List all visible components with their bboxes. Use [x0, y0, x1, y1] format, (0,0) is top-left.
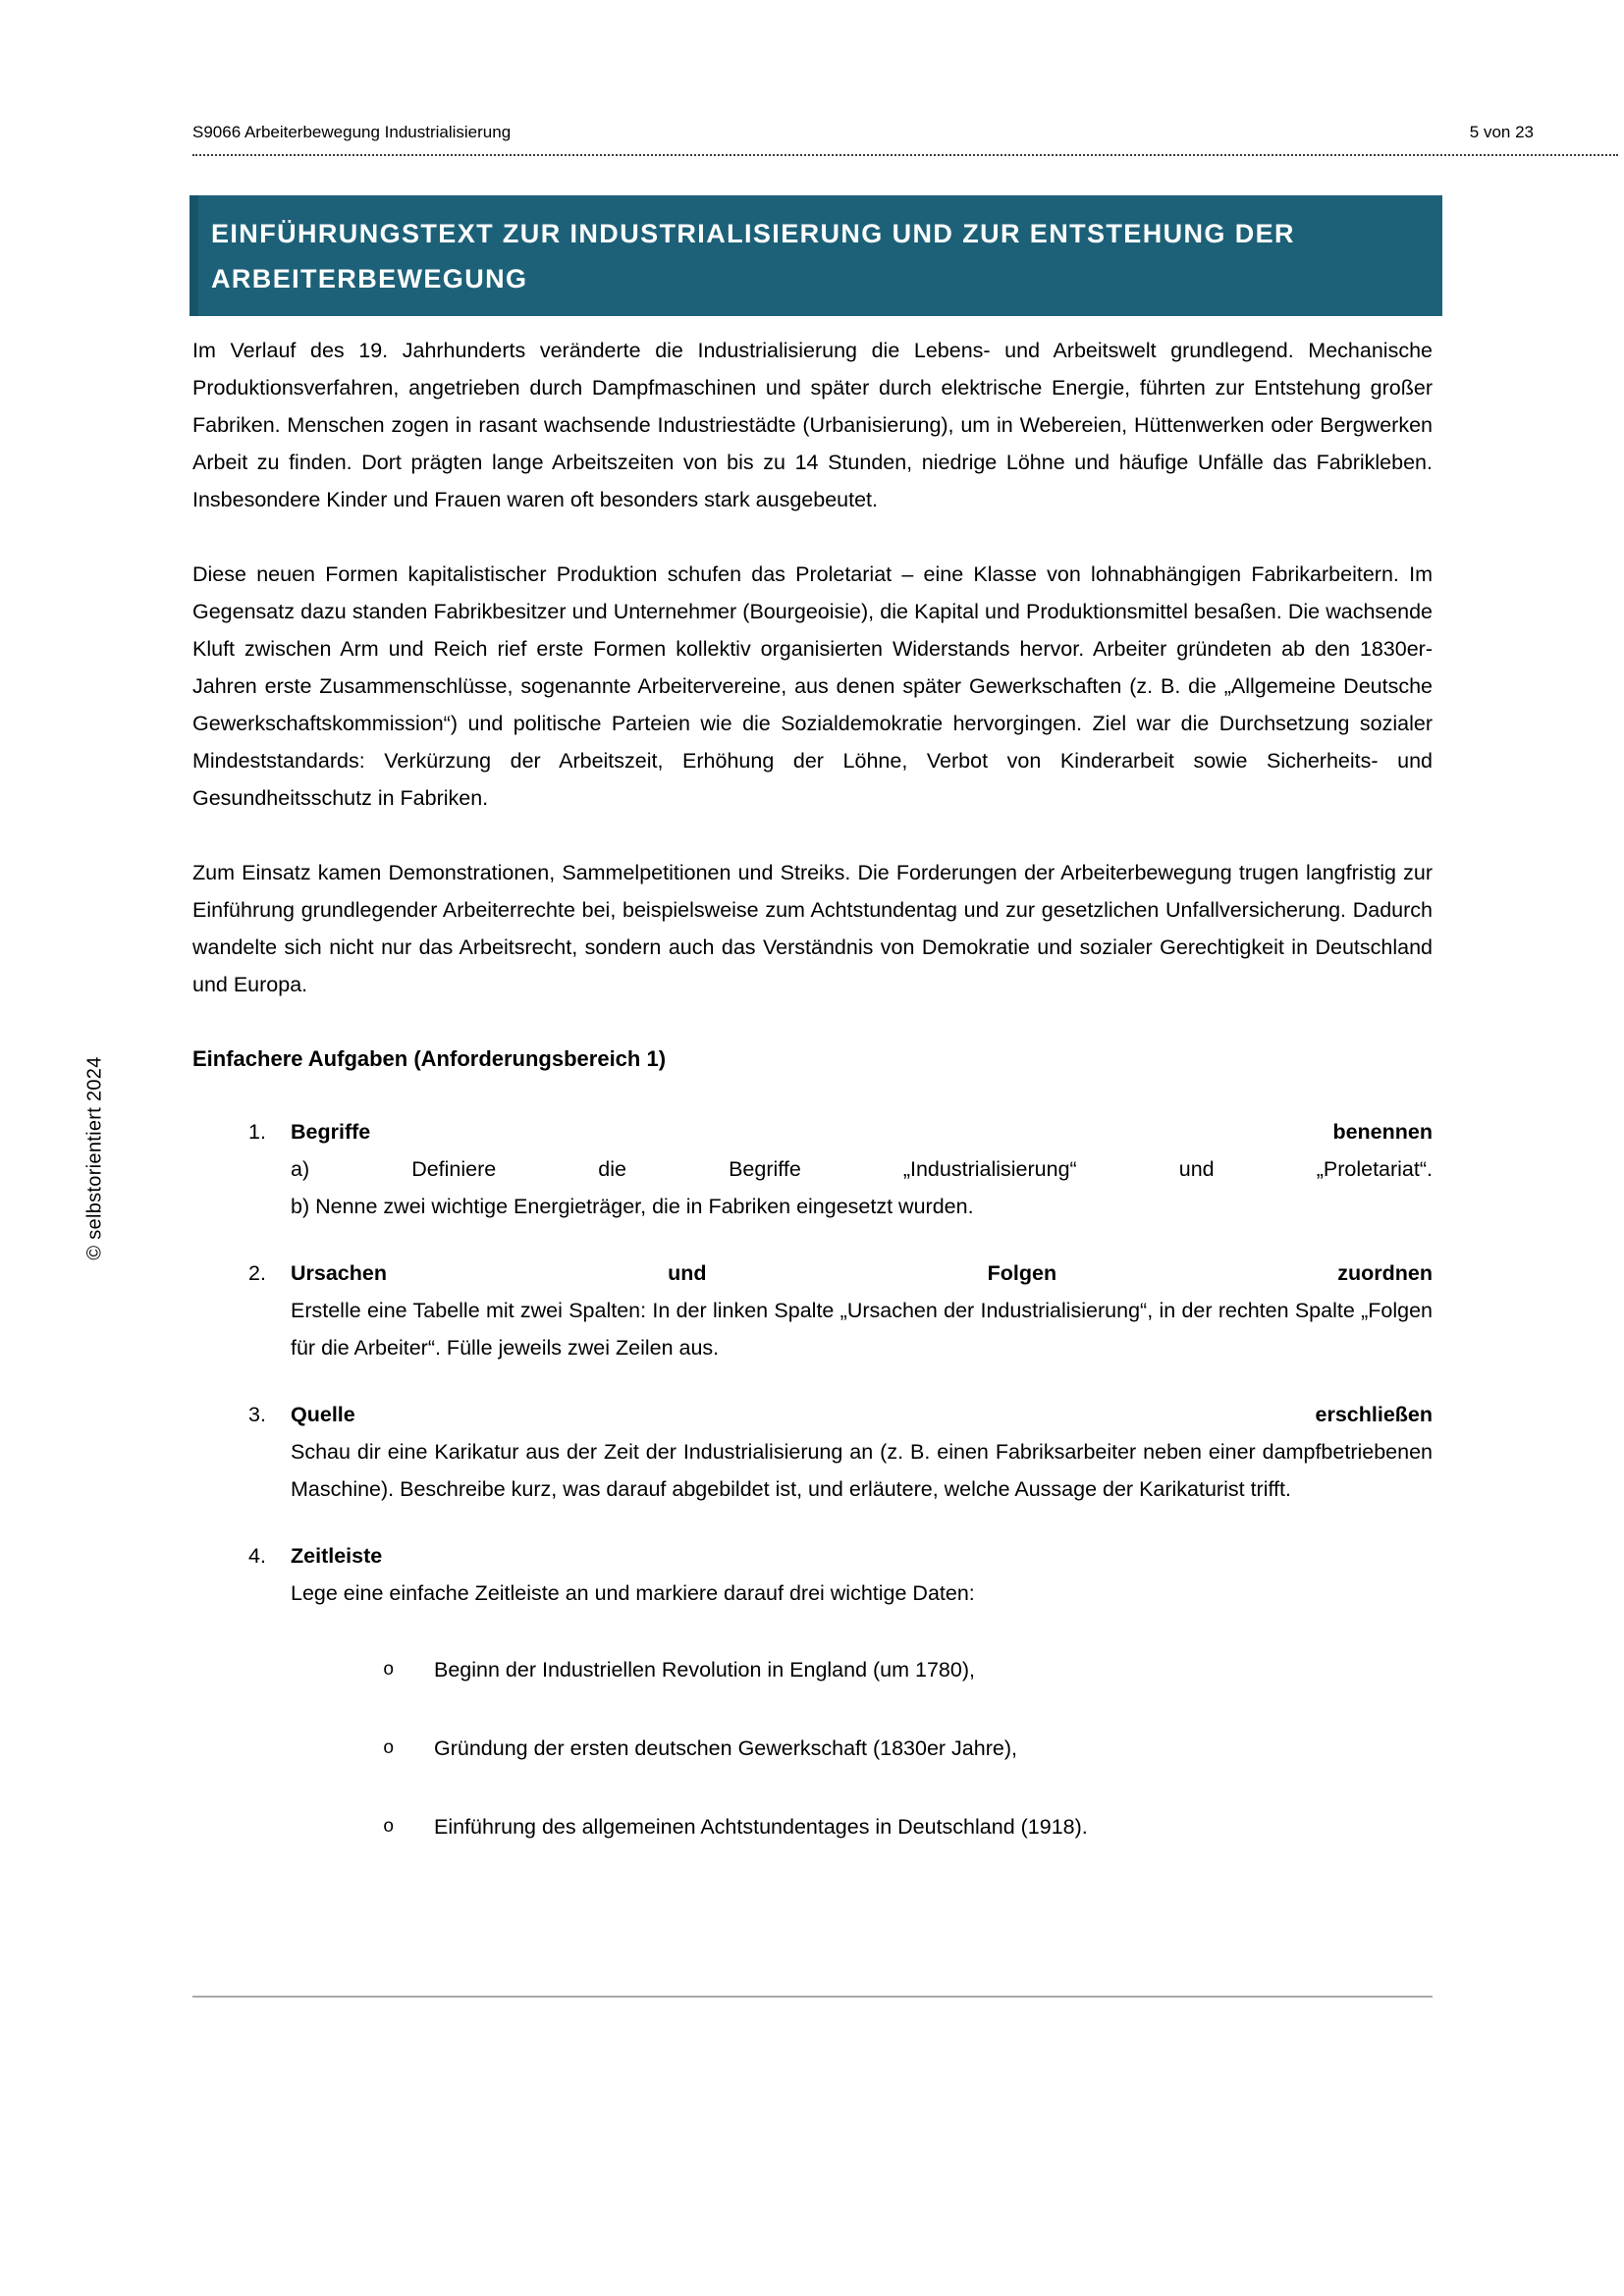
task-title-word: Folgen: [987, 1261, 1057, 1285]
task-item-1: [192, 1113, 1433, 1225]
task-subline-a: a) Definiere die Begriffe „Industrialisierung“ und „Proletariat“.: [291, 1157, 1433, 1181]
task-title-line: [291, 1396, 1433, 1433]
task-title-word: Ursachen: [291, 1261, 387, 1285]
task-subline-b: b) Nenne zwei wichtige Energieträger, die in Fabriken eingesetzt wurden.: [291, 1195, 974, 1218]
task-instruction: Erstelle eine Tabelle mit zwei Spalten: In der linken Spalte „Ursachen der Industrialisierung“, in der rechten Spalte „Folgen für die Arbeiter“. Fülle jeweils zwei Zeilen aus.: [291, 1299, 1433, 1360]
doc-code: S9066 Arbeiterbewegung Industrialisierung: [192, 123, 512, 141]
bullet-text: Beginn der Industriellen Revolution in England (um 1780),: [434, 1658, 975, 1682]
task-number: 3.: [248, 1403, 266, 1426]
task-item-4: [192, 1537, 1433, 1612]
list-item: [192, 1651, 1433, 1688]
task-number: 1.: [248, 1120, 266, 1144]
task-operator: zuordnen: [1337, 1261, 1433, 1285]
task-operator: benennen: [1332, 1120, 1433, 1144]
task-instruction: Schau dir eine Karikatur aus der Zeit der Industrialisierung an (z. B. einen Fabriksarbeiter neben einer dampfbetriebenen Maschine). Beschreibe kurz, was darauf abgebildet ist, und erläutere, welche Aussage der Karikaturist trifft.: [291, 1440, 1433, 1501]
task-number: 4.: [248, 1544, 266, 1568]
bullet-marker: o: [383, 1659, 395, 1681]
tasks-section-heading: Einfachere Aufgaben (Anforderungsbereich 1): [192, 1046, 667, 1071]
list-item: [192, 1808, 1433, 1845]
bullet-text: Gründung der ersten deutschen Gewerkschaft (1830er Jahre),: [434, 1736, 1017, 1760]
intro-paragraph-2: Diese neuen Formen kapitalistischer Produktion schufen das Proletariat – eine Klasse von lohnabhängigen Fabrikarbeitern. Im Gegensatz dazu standen Fabrikbesitzer und Unternehmer (Bourgeoisie), die Kapital und Produktionsmittel besaßen. Die wachsende Kluft zwischen Arm und Reich rief erste Formen kollektiv organisierten Widerstands hervor. Arbeiter gründeten ab den 1830er-Jahren erste Zusammenschlüsse, sogenannte Arbeitervereine, aus denen später Gewerkschaften (z. B. die „Allgemeine Deutsche Gewerkschaftskommission“) und politische Parteien wie die Sozialdemokratie hervorgingen. Ziel war die Durchsetzung sozialer Mindeststandards: Verkürzung der Arbeitszeit, Erhöhung der Löhne, Verbot von Kinderarbeit sowie Sicherheits- und Gesundheitsschutz in Fabriken.: [192, 562, 1433, 810]
task-title-line: [291, 1113, 1433, 1150]
timeline-bullet-list: [192, 1651, 1433, 1845]
section-banner: [189, 195, 1442, 316]
intro-paragraph-1: Im Verlauf des 19. Jahrhunderts veränderte die Industrialisierung die Lebens- und Arbeitswelt grundlegend. Mechanische Produktionsverfahren, angetrieben durch Dampfmaschinen und später durch elektrische Energie, führten zur Entstehung großer Fabriken. Menschen zogen in rasant wachsende Industriestädte (Urbanisierung), um in Webereien, Hüttenwerken oder Bergwerken Arbeit zu finden. Dort prägten lange Arbeitszeiten von bis zu 14 Stunden, niedrige Löhne und häufige Unfälle das Fabrikleben. Insbesondere Kinder und Frauen waren oft besonders stark ausgebeutet.: [192, 339, 1433, 511]
task-number: 2.: [248, 1261, 266, 1285]
section-banner-title: EINFÜHRUNGSTEXT ZUR INDUSTRIALISIERUNG UND ZUR ENTSTEHUNG DER ARBEITERBEWEGUNG: [211, 219, 1295, 294]
task-title: Quelle: [291, 1403, 355, 1426]
list-item: [192, 1730, 1433, 1767]
task-item-3: [192, 1396, 1433, 1508]
copyright-note: © selbstorientiert 2024: [83, 1056, 106, 1260]
footer-divider: [192, 1996, 1433, 1998]
bullet-marker: o: [383, 1816, 395, 1838]
intro-paragraph-3: Zum Einsatz kamen Demonstrationen, Sammelpetitionen und Streiks. Die Forderungen der Arbeiterbewegung trugen langfristig zur Einführung grundlegender Arbeiterrechte bei, beispielsweise zum Achtstundentag und zur gesetzlichen Unfallversicherung. Dadurch wandelte sich nicht nur das Arbeitsrecht, sondern auch das Verständnis von Demokratie und sozialer Gerechtigkeit in Deutschland und Europa.: [192, 861, 1433, 996]
page-number: 5 von 23: [1469, 123, 1534, 141]
bullet-marker: o: [383, 1737, 395, 1759]
content-column: [192, 332, 1433, 1887]
task-instruction: Lege eine einfache Zeitleiste an und markiere darauf drei wichtige Daten:: [291, 1581, 975, 1605]
bullet-text: Einführung des allgemeinen Achtstundentages in Deutschland (1918).: [434, 1815, 1088, 1839]
task-title-line: [291, 1255, 1433, 1292]
task-item-2: [192, 1255, 1433, 1366]
task-title-word: und: [668, 1261, 707, 1285]
task-title: Zeitleiste: [291, 1544, 383, 1568]
task-title: Begriffe: [291, 1120, 371, 1144]
task-operator: erschließen: [1315, 1403, 1433, 1426]
page-header: [192, 122, 1618, 156]
